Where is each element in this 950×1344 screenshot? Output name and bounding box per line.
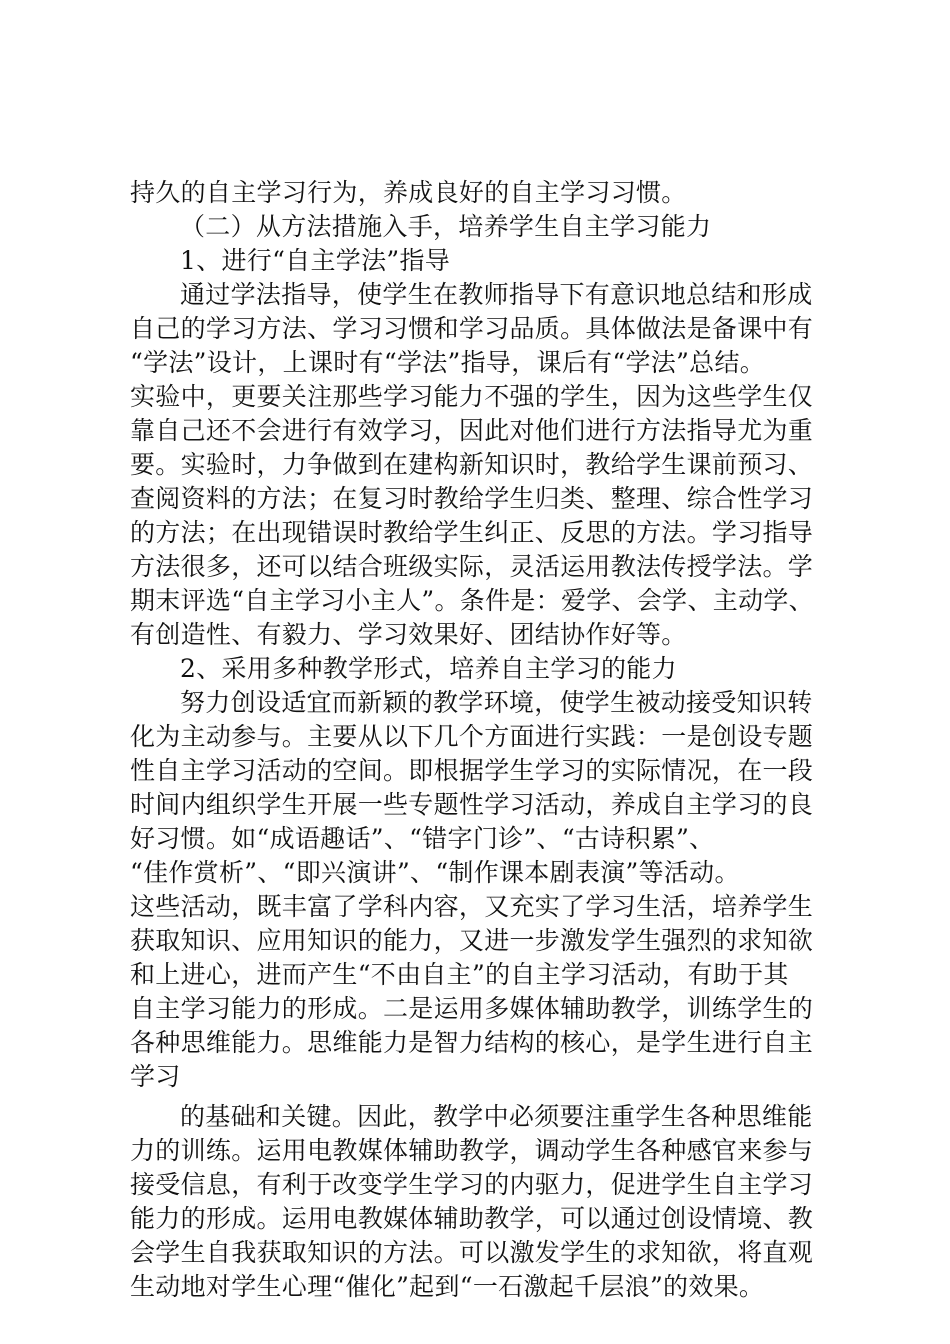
body-line: 能力的形成。运用电教媒体辅助教学，可以通过创设情境、教 [130,1204,814,1233]
paragraph-first-line: 的基础和关键。因此，教学中必须要注重学生各种思维能 [180,1102,813,1131]
body-line: “学法”设计，上课时有“学法”指导，课后有“学法”总结。 [130,348,766,377]
body-line: 有创造性、有毅力、学习效果好、团结协作好等。 [130,620,687,649]
body-line: 获取知识、应用知识的能力，又进一步激发学生强烈的求知欲 [130,926,814,955]
body-line: 持久的自主学习行为，养成良好的自主学习习惯。 [130,178,687,207]
body-line: 性自主学习活动的空间。即根据学生学习的实际情况，在一段 [130,756,814,785]
body-line: 生动地对学生心理“催化”起到“一石激起千层浪”的效果。 [130,1272,765,1301]
body-line: 化为主动参与。主要从以下几个方面进行实践：一是创设专题 [130,722,814,751]
body-line: 时间内组织学生开展一些专题性学习活动，养成自主学习的良 [130,790,814,819]
section-heading: （二）从方法措施入手，培养学生自主学习能力 [180,212,712,241]
subsection-heading: 2、采用多种教学形式，培养自主学习的能力 [180,654,677,683]
body-line: 查阅资料的方法；在复习时教给学生归类、整理、综合性学习 [130,484,814,513]
body-line: 方法很多，还可以结合班级实际，灵活运用教法传授学法。学 [130,552,814,581]
body-line: 力的训练。运用电教媒体辅助教学，调动学生各种感官来参与 [130,1136,814,1165]
body-line: 期末评选“自主学习小主人”。条件是：爱学、会学、主动学、 [130,586,814,615]
body-line: 好习惯。如“成语趣话”、“错字门诊”、“古诗积累”、 [130,824,715,853]
body-line: 和上进心，进而产生“不由自主”的自主学习活动，有助于其 [130,960,789,989]
subsection-heading: 1、进行“自主学法”指导 [180,246,451,275]
body-line: 靠自己还不会进行有效学习，因此对他们进行方法指导尤为重 [130,416,814,445]
body-line: 各种思维能力。思维能力是智力结构的核心，是学生进行自主 [130,1028,814,1057]
paragraph-first-line: 通过学法指导，使学生在教师指导下有意识地总结和形成 [180,280,813,309]
body-line: 实验中，更要关注那些学习能力不强的学生，因为这些学生仅 [130,382,814,411]
body-line: 自己的学习方法、学习习惯和学习品质。具体做法是备课中有 [130,314,814,343]
body-line: 要。实验时，力争做到在建构新知识时，教给学生课前预习、 [130,450,814,479]
body-line: 接受信息，有利于改变学生学习的内驱力，促进学生自主学习 [130,1170,814,1199]
body-line: 学习 [130,1062,181,1091]
body-line: 这些活动，既丰富了学科内容，又充实了学习生活，培养学生 [130,892,814,921]
body-line: 自主学习能力的形成。二是运用多媒体辅助教学，训练学生的 [130,994,814,1023]
body-line: “佳作赏析”、“即兴演讲”、“制作课本剧表演”等活动。 [130,858,740,887]
body-line: 的方法；在出现错误时教给学生纠正、反思的方法。学习指导 [130,518,814,547]
body-line: 会学生自我获取知识的方法。可以激发学生的求知欲，将直观 [130,1238,814,1267]
paragraph-first-line: 努力创设适宜而新颖的教学环境，使学生被动接受知识转 [180,688,813,717]
